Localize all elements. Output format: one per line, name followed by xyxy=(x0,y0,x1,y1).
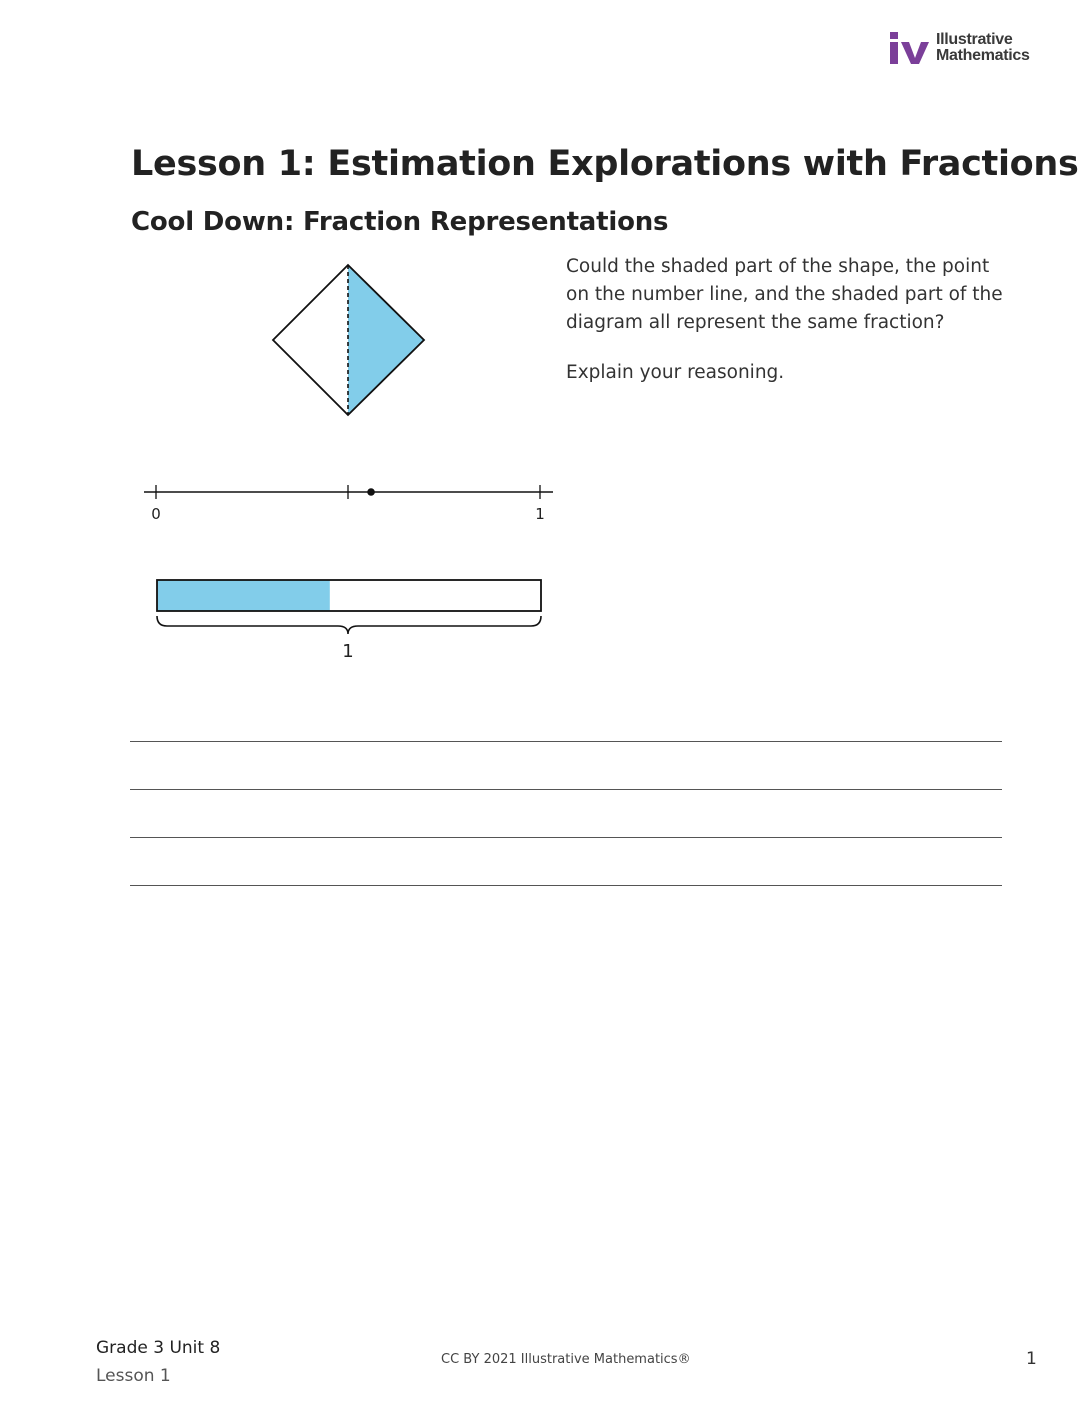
number-line-label-1: 1 xyxy=(535,505,545,523)
footer-course-info xyxy=(96,1334,220,1390)
logo-line-1: Illustrative xyxy=(936,31,1013,48)
logo-line-2: Mathematics xyxy=(936,47,1030,64)
answer-line-3[interactable] xyxy=(130,837,1002,838)
activity-title: Cool Down: Fraction Representations xyxy=(131,207,669,237)
footer-copyright: CC BY 2021 Illustrative Mathematics® xyxy=(441,1352,691,1367)
tape-brace-label: 1 xyxy=(342,641,354,662)
footer-lesson: Lesson 1 xyxy=(96,1366,171,1386)
answer-line-1[interactable] xyxy=(130,741,1002,742)
tape-shaded-part xyxy=(157,580,330,611)
answer-line-2[interactable] xyxy=(130,789,1002,790)
tape-brace xyxy=(157,616,541,634)
page-number: 1 xyxy=(1026,1349,1037,1369)
diamond-shape xyxy=(273,265,424,415)
diamond-shaded-region xyxy=(348,265,424,415)
number-line-point xyxy=(367,488,375,496)
number-line-label-0: 0 xyxy=(151,505,161,523)
number-line xyxy=(144,485,553,523)
footer-grade-unit: Grade 3 Unit 8 xyxy=(96,1338,221,1358)
tape-diagram xyxy=(157,580,541,662)
answer-line-4[interactable] xyxy=(130,885,1002,886)
lesson-title: Lesson 1: Estimation Explorations with Fractions xyxy=(131,144,1079,184)
prompt-instruction: Explain your reasoning. xyxy=(566,362,785,383)
prompt-question: Could the shaded part of the shape, the point on the number line, and the shaded part of the diagram all represent the same fraction? xyxy=(566,256,1003,333)
